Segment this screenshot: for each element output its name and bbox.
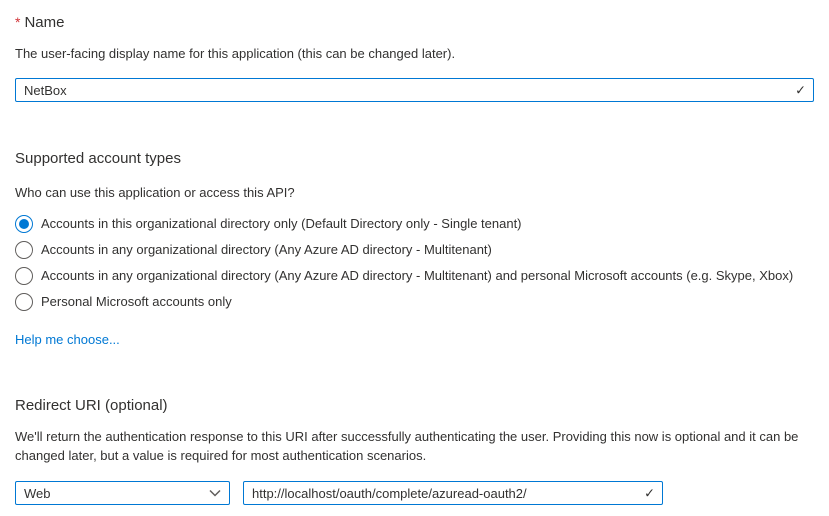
radio-option-label: Accounts in any organizational directory (Any Azure AD directory - Multitenant) bbox=[41, 242, 492, 257]
redirect-uri-input[interactable] bbox=[243, 481, 663, 505]
radio-button-icon bbox=[15, 293, 33, 311]
valid-check-icon: ✓ bbox=[795, 82, 806, 98]
name-title-text: Name bbox=[24, 14, 65, 31]
radio-option-multitenant[interactable] bbox=[15, 237, 814, 263]
redirect-uri-section bbox=[15, 395, 814, 505]
redirect-uri-description: We'll return the authentication response to this URI after successfully authenticating the user. Providing this now is optional and it can be changed later, but a value is required for most authentication scenarios. bbox=[15, 429, 799, 463]
required-asterisk: * bbox=[15, 14, 21, 30]
account-types-title: Supported account types bbox=[15, 150, 181, 167]
radio-option-label: Accounts in any organizational directory (Any Azure AD directory - Multitenant) and personal Microsoft accounts (e.g. Skype, Xbox) bbox=[41, 268, 794, 283]
chevron-down-icon bbox=[209, 489, 221, 497]
platform-select[interactable] bbox=[15, 481, 230, 505]
platform-select-value: Web bbox=[24, 485, 51, 501]
radio-option-single-tenant[interactable] bbox=[15, 211, 814, 237]
valid-check-icon: ✓ bbox=[644, 485, 655, 501]
redirect-uri-controls bbox=[15, 481, 814, 505]
radio-option-label: Personal Microsoft accounts only bbox=[41, 294, 232, 309]
account-types-question: Who can use this application or access this API? bbox=[15, 185, 295, 200]
name-input-wrap bbox=[15, 78, 814, 102]
name-section bbox=[15, 12, 814, 102]
redirect-uri-input-wrap bbox=[243, 481, 663, 505]
name-description: The user-facing display name for this application (this can be changed later). bbox=[15, 46, 456, 61]
redirect-uri-title: Redirect URI (optional) bbox=[15, 397, 168, 414]
account-types-radio-group bbox=[15, 211, 814, 315]
radio-option-label: Accounts in this organizational directory only (Default Directory only - Single tenant) bbox=[41, 216, 522, 231]
name-section-title bbox=[15, 12, 814, 33]
radio-option-personal-only[interactable] bbox=[15, 289, 814, 315]
account-types-section bbox=[15, 148, 814, 349]
radio-option-multitenant-personal[interactable] bbox=[15, 263, 814, 289]
name-input[interactable] bbox=[15, 78, 814, 102]
radio-button-icon bbox=[15, 215, 33, 233]
radio-button-icon bbox=[15, 267, 33, 285]
help-me-choose-link[interactable]: Help me choose... bbox=[15, 332, 120, 347]
radio-button-icon bbox=[15, 241, 33, 259]
